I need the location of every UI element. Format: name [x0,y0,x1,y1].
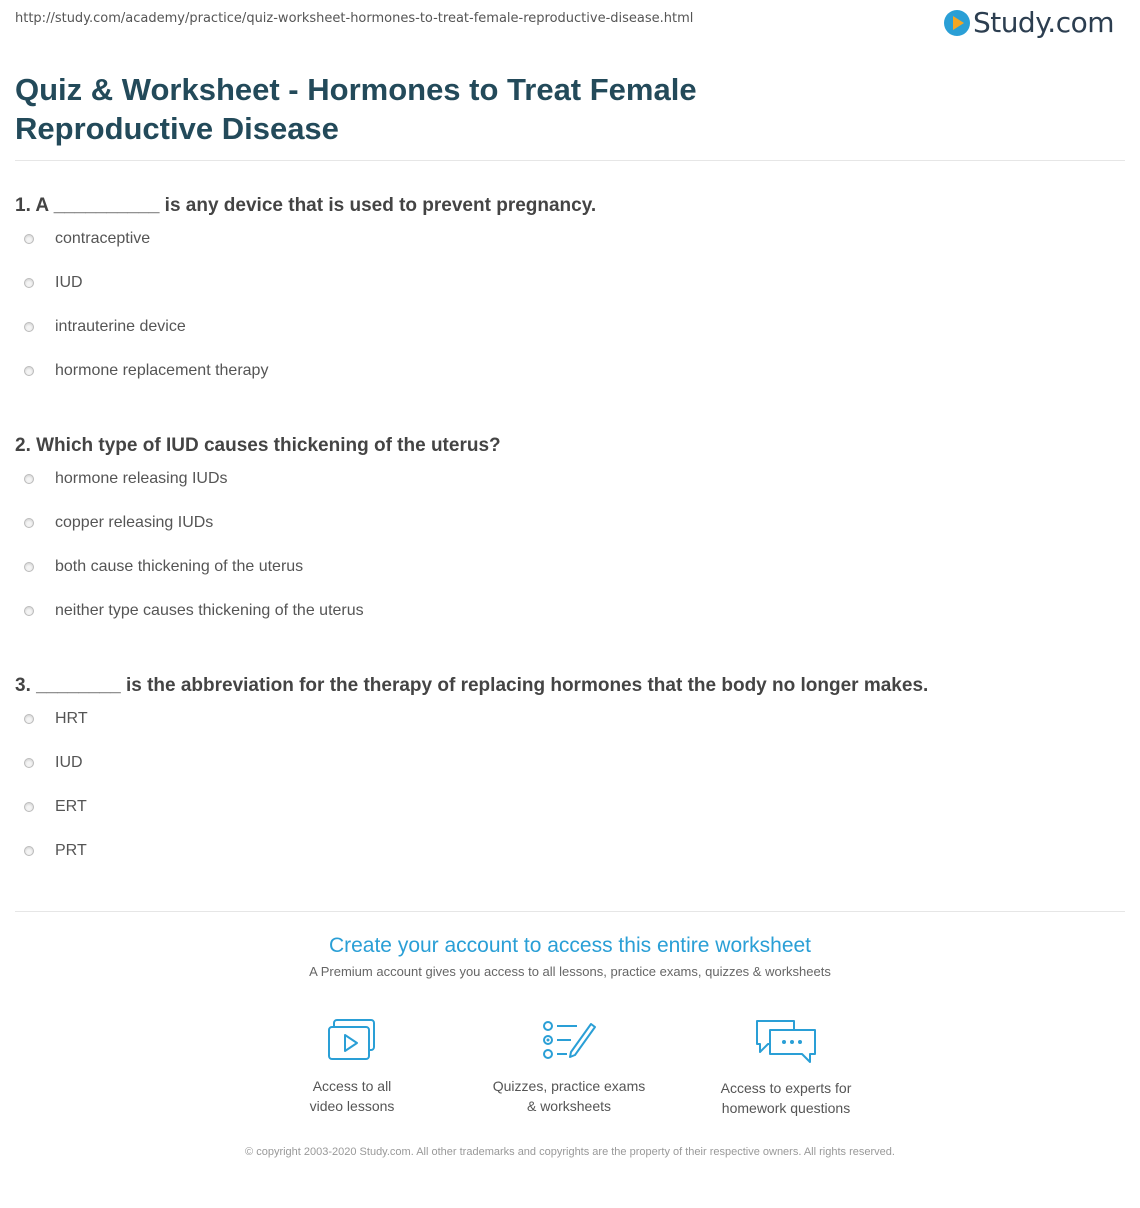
option-label: copper releasing IUDs [55,514,214,531]
radio-button[interactable] [24,846,34,856]
answer-option[interactable] [15,261,1115,305]
radio-button[interactable] [24,234,34,244]
answer-option[interactable] [15,217,1115,261]
study-logo[interactable] [944,6,1114,39]
question-text: 2. Which type of IUD causes thickening of the uterus? [15,435,501,456]
cta-link[interactable]: Create your account to access this entire worksheet [328,934,812,957]
option-label: intrauterine device [55,318,186,335]
radio-button[interactable] [24,278,34,288]
logo-text: Study.com [972,6,1114,39]
answer-option[interactable] [15,501,1115,545]
signup-cta [0,934,1140,979]
option-label: hormone releasing IUDs [55,470,228,487]
feature-label: Access to experts for homework questions [720,1080,852,1116]
page-url: http://study.com/academy/practice/quiz-worksheet-hormones-to-treat-female-reproductive-disease.html [15,11,694,26]
feature-experts [686,1018,886,1118]
option-label: IUD [55,754,83,771]
option-label: ERT [55,798,87,815]
answer-option[interactable] [15,785,1115,829]
option-label: neither type causes thickening of the uterus [55,602,364,619]
expert-chat-icon [754,1018,818,1064]
radio-button[interactable] [24,562,34,572]
title-divider [15,160,1125,161]
option-label: HRT [55,710,88,727]
cta-subtitle: A Premium account gives you access to all lessons, practice exams, quizzes & worksheets [309,964,831,979]
radio-button[interactable] [24,366,34,376]
quiz-checklist-icon [541,1018,597,1062]
option-label: IUD [55,274,83,291]
cta-divider [15,911,1125,912]
feature-label: Quizzes, practice exams & worksheets [492,1078,646,1114]
answer-option[interactable] [15,697,1115,741]
option-label: PRT [55,842,87,859]
option-label: hormone replacement therapy [55,362,269,379]
answer-option[interactable] [15,545,1115,589]
question-text: 1. A __________ is any device that is used to prevent pregnancy. [15,195,597,216]
feature-quizzes [469,1018,669,1116]
question-text: 3. ________ is the abbreviation for the therapy of replacing hormones that the body no longer makes. [15,675,929,696]
study-play-icon [944,10,970,36]
answer-option[interactable] [15,349,1115,393]
answer-option[interactable] [15,457,1115,501]
feature-video-lessons [252,1018,452,1116]
question-1 [15,195,1115,415]
answer-option[interactable] [15,741,1115,785]
radio-button[interactable] [24,474,34,484]
page-title: Quiz & Worksheet - Hormones to Treat Female Reproductive Disease [15,72,697,146]
answer-option[interactable] [15,305,1115,349]
video-lesson-icon [326,1018,378,1062]
radio-button[interactable] [24,802,34,812]
question-3 [15,675,1115,895]
radio-button[interactable] [24,758,34,768]
feature-label: Access to all video lessons [309,1078,395,1114]
answer-option[interactable] [15,589,1115,633]
radio-button[interactable] [24,714,34,724]
option-label: both cause thickening of the uterus [55,558,304,575]
radio-button[interactable] [24,518,34,528]
copyright-text: © copyright 2003-2020 Study.com. All other trademarks and copyrights are the property of their respective owners. All rights reserved. [245,1146,895,1158]
radio-button[interactable] [24,322,34,332]
radio-button[interactable] [24,606,34,616]
option-label: contraceptive [55,230,151,247]
question-2 [15,435,1115,655]
answer-option[interactable] [15,829,1115,873]
